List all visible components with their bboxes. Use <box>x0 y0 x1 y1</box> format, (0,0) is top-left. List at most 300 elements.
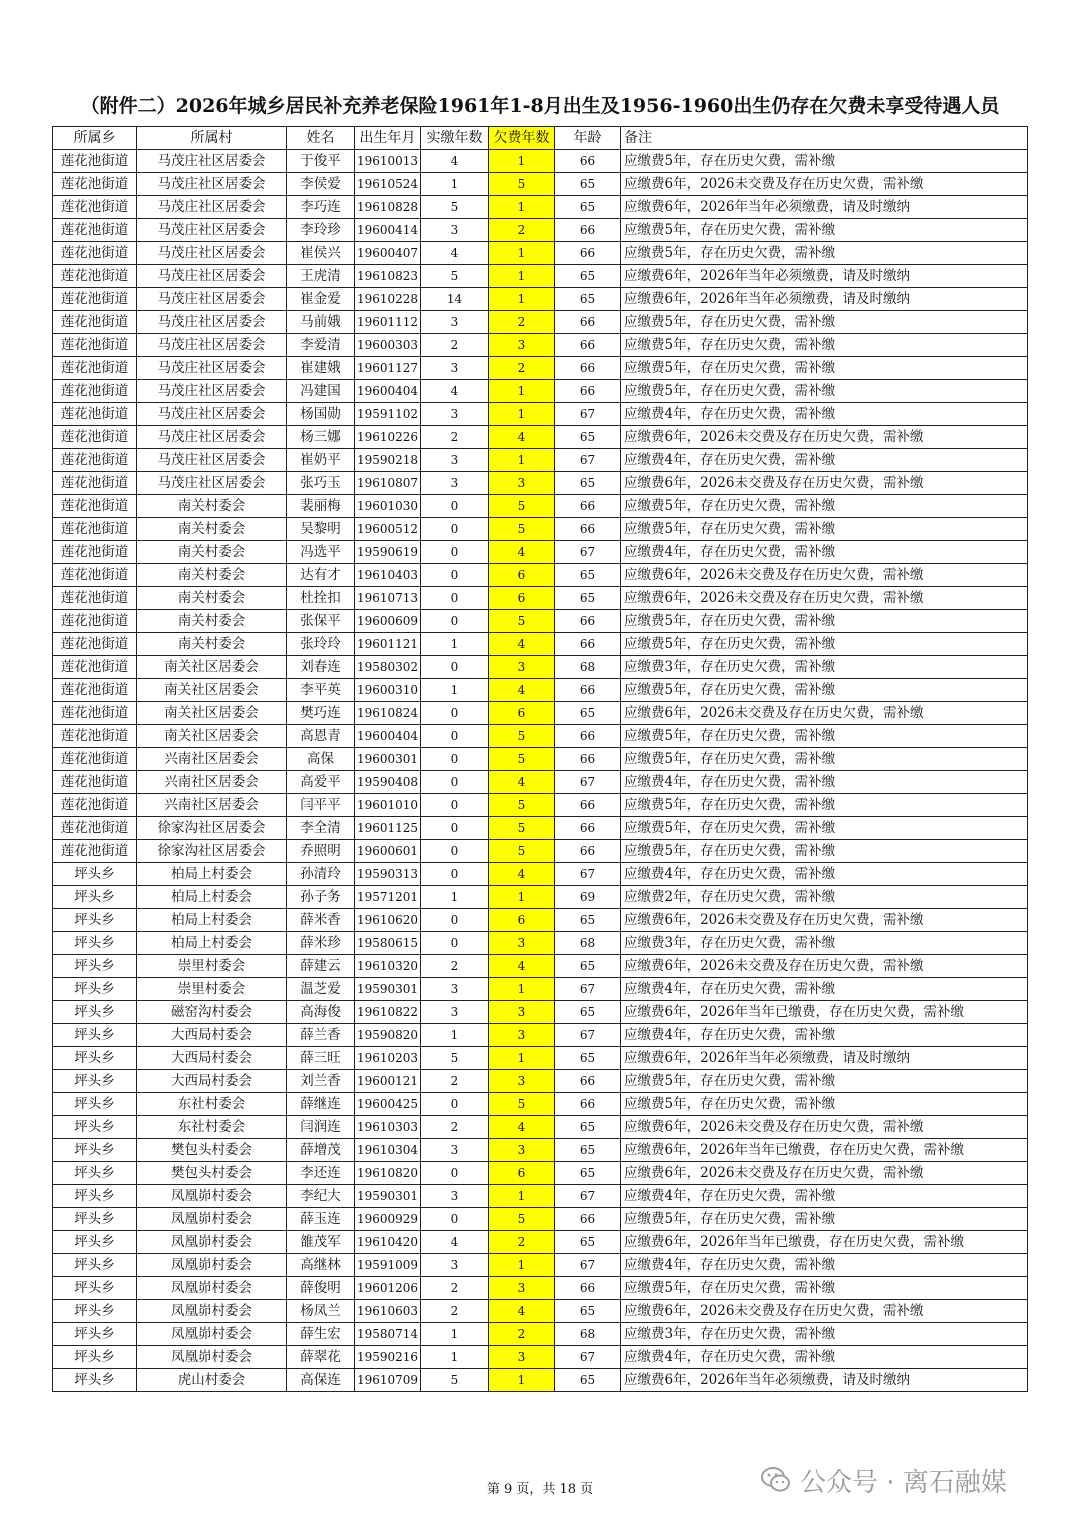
cell-birth: 19600404 <box>355 380 421 403</box>
table-row <box>53 1093 1028 1116</box>
cell-birth: 19601206 <box>355 1277 421 1300</box>
cell-birth: 19610620 <box>355 909 421 932</box>
cell-birth: 19610403 <box>355 564 421 587</box>
cell-owed-years: 2 <box>489 1323 555 1346</box>
cell-remark: 应缴费6年，2026未交费及存在历史欠费，需补缴 <box>621 472 1028 495</box>
cell-paid-years: 0 <box>421 840 489 863</box>
cell-birth: 19610303 <box>355 1116 421 1139</box>
cell-birth: 19580714 <box>355 1323 421 1346</box>
cell-birth: 19600414 <box>355 219 421 242</box>
table-row <box>53 518 1028 541</box>
cell-name: 冯建国 <box>287 380 355 403</box>
cell-remark: 应缴费5年，存在历史欠费，需补缴 <box>621 679 1028 702</box>
cell-birth: 19610304 <box>355 1139 421 1162</box>
cell-birth: 19600121 <box>355 1070 421 1093</box>
table-row <box>53 564 1028 587</box>
table-row <box>53 1277 1028 1300</box>
cell-remark: 应缴费6年，2026未交费及存在历史欠费，需补缴 <box>621 909 1028 932</box>
cell-village: 南关社区居委会 <box>137 725 287 748</box>
cell-owed-years: 6 <box>489 702 555 725</box>
table-row <box>53 1070 1028 1093</box>
cell-remark: 应缴费6年，2026年当年已缴费，存在历史欠费，需补缴 <box>621 1139 1028 1162</box>
cell-township: 坪头乡 <box>53 886 137 909</box>
table-row <box>53 1139 1028 1162</box>
cell-owed-years: 5 <box>489 1208 555 1231</box>
cell-township: 坪头乡 <box>53 978 137 1001</box>
cell-township: 莲花池街道 <box>53 380 137 403</box>
cell-age: 66 <box>555 242 621 265</box>
table-row <box>53 472 1028 495</box>
cell-name: 裴丽梅 <box>287 495 355 518</box>
cell-village: 南关村委会 <box>137 633 287 656</box>
cell-township: 莲花池街道 <box>53 518 137 541</box>
cell-village: 南关社区居委会 <box>137 702 287 725</box>
cell-paid-years: 0 <box>421 932 489 955</box>
wechat-icon <box>760 1464 792 1496</box>
cell-owed-years: 5 <box>489 794 555 817</box>
cell-remark: 应缴费6年，2026年当年必须缴费，请及时缴纳 <box>621 288 1028 311</box>
cell-birth: 19601030 <box>355 495 421 518</box>
table-row <box>53 541 1028 564</box>
cell-name: 孙清玲 <box>287 863 355 886</box>
table-row <box>53 909 1028 932</box>
cell-owed-years: 1 <box>489 265 555 288</box>
cell-birth: 19590218 <box>355 449 421 472</box>
cell-township: 坪头乡 <box>53 863 137 886</box>
cell-remark: 应缴费6年，2026未交费及存在历史欠费，需补缴 <box>621 587 1028 610</box>
page-footer: 第 9 页，共 18 页 <box>486 1482 594 1497</box>
cell-age: 65 <box>555 1369 621 1392</box>
cell-name: 高海俊 <box>287 1001 355 1024</box>
cell-village: 马茂庄社区居委会 <box>137 357 287 380</box>
cell-township: 坪头乡 <box>53 1116 137 1139</box>
cell-name: 王虎清 <box>287 265 355 288</box>
cell-owed-years: 4 <box>489 633 555 656</box>
cell-birth: 19610807 <box>355 472 421 495</box>
cell-paid-years: 4 <box>421 242 489 265</box>
cell-village: 南关村委会 <box>137 541 287 564</box>
cell-name: 冯选平 <box>287 541 355 564</box>
cell-age: 65 <box>555 1139 621 1162</box>
cell-village: 马茂庄社区居委会 <box>137 472 287 495</box>
cell-paid-years: 0 <box>421 495 489 518</box>
cell-remark: 应缴费5年，存在历史欠费，需补缴 <box>621 518 1028 541</box>
cell-remark: 应缴费5年，存在历史欠费，需补缴 <box>621 311 1028 334</box>
cell-age: 65 <box>555 265 621 288</box>
cell-village: 南关村委会 <box>137 587 287 610</box>
cell-paid-years: 1 <box>421 1323 489 1346</box>
cell-paid-years: 2 <box>421 955 489 978</box>
cell-age: 66 <box>555 1208 621 1231</box>
col-header-birth: 出生年月 <box>355 127 421 150</box>
cell-township: 莲花池街道 <box>53 679 137 702</box>
cell-birth: 19610820 <box>355 1162 421 1185</box>
cell-birth: 19590408 <box>355 771 421 794</box>
cell-remark: 应缴费6年，2026未交费及存在历史欠费，需补缴 <box>621 955 1028 978</box>
cell-owed-years: 1 <box>489 1254 555 1277</box>
cell-age: 65 <box>555 426 621 449</box>
cell-paid-years: 5 <box>421 196 489 219</box>
cell-owed-years: 3 <box>489 1001 555 1024</box>
cell-age: 67 <box>555 1185 621 1208</box>
cell-age: 66 <box>555 380 621 403</box>
watermark <box>760 1460 1007 1500</box>
cell-name: 孙子务 <box>287 886 355 909</box>
cell-birth: 19610823 <box>355 265 421 288</box>
cell-remark: 应缴费5年，存在历史欠费，需补缴 <box>621 219 1028 242</box>
cell-paid-years: 3 <box>421 403 489 426</box>
cell-village: 凤凰峁村委会 <box>137 1185 287 1208</box>
cell-paid-years: 0 <box>421 725 489 748</box>
cell-township: 莲花池街道 <box>53 633 137 656</box>
cell-remark: 应缴费5年，存在历史欠费，需补缴 <box>621 725 1028 748</box>
cell-village: 凤凰峁村委会 <box>137 1231 287 1254</box>
cell-paid-years: 2 <box>421 426 489 449</box>
cell-birth: 19601127 <box>355 357 421 380</box>
document-title: （附件二）2026年城乡居民补充养老保险1961年1-8月出生及1956-1960出生仍存在欠费未享受待遇人员 <box>80 95 1000 117</box>
cell-remark: 应缴费5年，存在历史欠费，需补缴 <box>621 1208 1028 1231</box>
cell-township: 莲花池街道 <box>53 587 137 610</box>
cell-age: 65 <box>555 564 621 587</box>
cell-age: 67 <box>555 449 621 472</box>
table-row <box>53 932 1028 955</box>
cell-age: 65 <box>555 1116 621 1139</box>
cell-remark: 应缴费6年，2026未交费及存在历史欠费，需补缴 <box>621 702 1028 725</box>
cell-name: 薛增茂 <box>287 1139 355 1162</box>
cell-paid-years: 0 <box>421 518 489 541</box>
cell-paid-years: 5 <box>421 1047 489 1070</box>
cell-name: 高保连 <box>287 1369 355 1392</box>
table-row <box>53 633 1028 656</box>
cell-birth: 19591102 <box>355 403 421 426</box>
cell-birth: 19580302 <box>355 656 421 679</box>
cell-name: 薛玉连 <box>287 1208 355 1231</box>
table-row <box>53 817 1028 840</box>
cell-age: 67 <box>555 403 621 426</box>
cell-township: 坪头乡 <box>53 955 137 978</box>
cell-age: 66 <box>555 334 621 357</box>
cell-township: 坪头乡 <box>53 1024 137 1047</box>
cell-owed-years: 1 <box>489 886 555 909</box>
col-header-village: 所属村 <box>137 127 287 150</box>
table-row <box>53 311 1028 334</box>
table-row <box>53 150 1028 173</box>
cell-birth: 19601112 <box>355 311 421 334</box>
table-row <box>53 1162 1028 1185</box>
cell-paid-years: 0 <box>421 587 489 610</box>
table-row <box>53 863 1028 886</box>
cell-birth: 19590216 <box>355 1346 421 1369</box>
cell-age: 65 <box>555 1231 621 1254</box>
cell-remark: 应缴费5年，存在历史欠费，需补缴 <box>621 150 1028 173</box>
cell-remark: 应缴费6年，2026年当年已缴费，存在历史欠费，需补缴 <box>621 1231 1028 1254</box>
cell-age: 66 <box>555 725 621 748</box>
cell-age: 67 <box>555 863 621 886</box>
cell-township: 莲花池街道 <box>53 334 137 357</box>
cell-owed-years: 4 <box>489 955 555 978</box>
cell-paid-years: 3 <box>421 219 489 242</box>
cell-owed-years: 3 <box>489 1139 555 1162</box>
table-row <box>53 1346 1028 1369</box>
cell-name: 崔奶平 <box>287 449 355 472</box>
cell-name: 薛翠花 <box>287 1346 355 1369</box>
cell-owed-years: 5 <box>489 610 555 633</box>
cell-village: 南关村委会 <box>137 518 287 541</box>
cell-village: 马茂庄社区居委会 <box>137 219 287 242</box>
cell-paid-years: 3 <box>421 1185 489 1208</box>
col-header-age: 年龄 <box>555 127 621 150</box>
cell-name: 张玲玲 <box>287 633 355 656</box>
cell-owed-years: 4 <box>489 1116 555 1139</box>
cell-age: 67 <box>555 978 621 1001</box>
cell-age: 65 <box>555 702 621 725</box>
cell-remark: 应缴费6年，2026年当年必须缴费，请及时缴纳 <box>621 1369 1028 1392</box>
cell-owed-years: 4 <box>489 541 555 564</box>
cell-name: 杨凤兰 <box>287 1300 355 1323</box>
cell-paid-years: 0 <box>421 794 489 817</box>
table-row <box>53 748 1028 771</box>
cell-remark: 应缴费4年，存在历史欠费，需补缴 <box>621 1024 1028 1047</box>
col-header-name: 姓名 <box>287 127 355 150</box>
cell-name: 张巧玉 <box>287 472 355 495</box>
table-row <box>53 610 1028 633</box>
cell-owed-years: 1 <box>489 288 555 311</box>
cell-owed-years: 4 <box>489 679 555 702</box>
cell-owed-years: 1 <box>489 242 555 265</box>
cell-township: 坪头乡 <box>53 1346 137 1369</box>
cell-name: 高爱平 <box>287 771 355 794</box>
cell-township: 坪头乡 <box>53 1162 137 1185</box>
cell-township: 莲花池街道 <box>53 288 137 311</box>
cell-name: 张保平 <box>287 610 355 633</box>
cell-age: 67 <box>555 1346 621 1369</box>
cell-owed-years: 3 <box>489 334 555 357</box>
cell-village: 柏局上村委会 <box>137 932 287 955</box>
cell-village: 马茂庄社区居委会 <box>137 150 287 173</box>
table-row <box>53 265 1028 288</box>
cell-name: 崔建娥 <box>287 357 355 380</box>
table-header-row <box>53 127 1028 150</box>
cell-paid-years: 0 <box>421 1208 489 1231</box>
cell-village: 马茂庄社区居委会 <box>137 426 287 449</box>
cell-paid-years: 3 <box>421 311 489 334</box>
cell-owed-years: 5 <box>489 840 555 863</box>
cell-remark: 应缴费5年，存在历史欠费，需补缴 <box>621 242 1028 265</box>
table-row <box>53 656 1028 679</box>
cell-owed-years: 3 <box>489 1346 555 1369</box>
cell-township: 坪头乡 <box>53 932 137 955</box>
cell-remark: 应缴费6年，2026未交费及存在历史欠费，需补缴 <box>621 1300 1028 1323</box>
table-body <box>53 150 1028 1392</box>
cell-birth: 19600404 <box>355 725 421 748</box>
cell-village: 柏局上村委会 <box>137 863 287 886</box>
cell-township: 坪头乡 <box>53 1185 137 1208</box>
cell-name: 薛继连 <box>287 1093 355 1116</box>
cell-paid-years: 0 <box>421 863 489 886</box>
cell-age: 65 <box>555 1001 621 1024</box>
cell-birth: 19600929 <box>355 1208 421 1231</box>
cell-village: 柏局上村委会 <box>137 909 287 932</box>
cell-village: 马茂庄社区居委会 <box>137 288 287 311</box>
cell-owed-years: 1 <box>489 978 555 1001</box>
cell-village: 兴南社区居委会 <box>137 748 287 771</box>
cell-name: 薛米香 <box>287 909 355 932</box>
cell-township: 坪头乡 <box>53 1208 137 1231</box>
cell-township: 坪头乡 <box>53 1047 137 1070</box>
cell-village: 兴南社区居委会 <box>137 794 287 817</box>
cell-owed-years: 6 <box>489 587 555 610</box>
cell-owed-years: 6 <box>489 1162 555 1185</box>
cell-village: 南关村委会 <box>137 610 287 633</box>
cell-name: 崔侯兴 <box>287 242 355 265</box>
cell-age: 66 <box>555 748 621 771</box>
cell-owed-years: 1 <box>489 1369 555 1392</box>
cell-birth: 19610228 <box>355 288 421 311</box>
cell-remark: 应缴费5年，存在历史欠费，需补缴 <box>621 817 1028 840</box>
cell-township: 莲花池街道 <box>53 196 137 219</box>
cell-owed-years: 6 <box>489 564 555 587</box>
cell-village: 柏局上村委会 <box>137 886 287 909</box>
cell-age: 66 <box>555 633 621 656</box>
cell-paid-years: 0 <box>421 817 489 840</box>
cell-name: 杨三娜 <box>287 426 355 449</box>
cell-owed-years: 5 <box>489 817 555 840</box>
cell-owed-years: 5 <box>489 748 555 771</box>
cell-age: 66 <box>555 219 621 242</box>
cell-birth: 19600609 <box>355 610 421 633</box>
cell-age: 66 <box>555 817 621 840</box>
cell-township: 莲花池街道 <box>53 472 137 495</box>
cell-village: 凤凰峁村委会 <box>137 1346 287 1369</box>
table-row <box>53 1185 1028 1208</box>
cell-age: 65 <box>555 173 621 196</box>
cell-township: 坪头乡 <box>53 1300 137 1323</box>
cell-age: 65 <box>555 909 621 932</box>
cell-paid-years: 5 <box>421 1369 489 1392</box>
cell-owed-years: 2 <box>489 1231 555 1254</box>
cell-township: 坪头乡 <box>53 1231 137 1254</box>
cell-age: 66 <box>555 357 621 380</box>
cell-remark: 应缴费5年，存在历史欠费，需补缴 <box>621 840 1028 863</box>
cell-village: 马茂庄社区居委会 <box>137 334 287 357</box>
table-row <box>53 886 1028 909</box>
cell-remark: 应缴费5年，存在历史欠费，需补缴 <box>621 1093 1028 1116</box>
cell-village: 徐家沟社区居委会 <box>137 817 287 840</box>
cell-paid-years: 0 <box>421 909 489 932</box>
cell-village: 凤凰峁村委会 <box>137 1254 287 1277</box>
cell-owed-years: 1 <box>489 449 555 472</box>
cell-name: 李玲珍 <box>287 219 355 242</box>
cell-birth: 19590313 <box>355 863 421 886</box>
cell-name: 杨国勋 <box>287 403 355 426</box>
cell-remark: 应缴费4年，存在历史欠费，需补缴 <box>621 403 1028 426</box>
cell-township: 坪头乡 <box>53 1323 137 1346</box>
cell-owed-years: 2 <box>489 311 555 334</box>
cell-remark: 应缴费5年，存在历史欠费，需补缴 <box>621 633 1028 656</box>
table-row <box>53 449 1028 472</box>
cell-remark: 应缴费5年，存在历史欠费，需补缴 <box>621 1277 1028 1300</box>
cell-name: 李纪大 <box>287 1185 355 1208</box>
cell-age: 65 <box>555 587 621 610</box>
cell-township: 莲花池街道 <box>53 219 137 242</box>
cell-age: 65 <box>555 472 621 495</box>
cell-owed-years: 1 <box>489 380 555 403</box>
cell-remark: 应缴费4年，存在历史欠费，需补缴 <box>621 978 1028 1001</box>
cell-paid-years: 0 <box>421 748 489 771</box>
cell-birth: 19590301 <box>355 1185 421 1208</box>
cell-village: 马茂庄社区居委会 <box>137 380 287 403</box>
cell-township: 坪头乡 <box>53 909 137 932</box>
cell-age: 66 <box>555 1070 621 1093</box>
cell-village: 马茂庄社区居委会 <box>137 196 287 219</box>
table-row <box>53 1300 1028 1323</box>
cell-township: 莲花池街道 <box>53 265 137 288</box>
cell-paid-years: 0 <box>421 1162 489 1185</box>
cell-age: 68 <box>555 932 621 955</box>
cell-paid-years: 5 <box>421 265 489 288</box>
cell-name: 刘兰香 <box>287 1070 355 1093</box>
cell-birth: 19571201 <box>355 886 421 909</box>
cell-township: 莲花池街道 <box>53 173 137 196</box>
cell-name: 李巧连 <box>287 196 355 219</box>
cell-age: 65 <box>555 1300 621 1323</box>
cell-paid-years: 2 <box>421 1300 489 1323</box>
cell-owed-years: 4 <box>489 1300 555 1323</box>
cell-village: 凤凰峁村委会 <box>137 1323 287 1346</box>
cell-paid-years: 3 <box>421 357 489 380</box>
cell-birth: 19610824 <box>355 702 421 725</box>
cell-birth: 19590820 <box>355 1024 421 1047</box>
cell-remark: 应缴费4年，存在历史欠费，需补缴 <box>621 1185 1028 1208</box>
table-row <box>53 955 1028 978</box>
cell-paid-years: 3 <box>421 1139 489 1162</box>
cell-owed-years: 1 <box>489 196 555 219</box>
cell-remark: 应缴费4年，存在历史欠费，需补缴 <box>621 1346 1028 1369</box>
cell-birth: 19600310 <box>355 679 421 702</box>
cell-township: 莲花池街道 <box>53 748 137 771</box>
cell-name: 高恩青 <box>287 725 355 748</box>
cell-township: 坪头乡 <box>53 1369 137 1392</box>
cell-name: 刘春连 <box>287 656 355 679</box>
cell-owed-years: 1 <box>489 403 555 426</box>
cell-age: 65 <box>555 1047 621 1070</box>
table-row <box>53 426 1028 449</box>
cell-township: 坪头乡 <box>53 1093 137 1116</box>
cell-owed-years: 4 <box>489 771 555 794</box>
cell-remark: 应缴费4年，存在历史欠费，需补缴 <box>621 863 1028 886</box>
cell-village: 崇里村委会 <box>137 978 287 1001</box>
cell-village: 南关社区居委会 <box>137 679 287 702</box>
cell-owed-years: 3 <box>489 472 555 495</box>
table-row <box>53 794 1028 817</box>
cell-name: 崔金爱 <box>287 288 355 311</box>
cell-village: 东社村委会 <box>137 1093 287 1116</box>
cell-owed-years: 4 <box>489 426 555 449</box>
table-row <box>53 1369 1028 1392</box>
cell-birth: 19610709 <box>355 1369 421 1392</box>
cell-remark: 应缴费6年，2026年当年已缴费，存在历史欠费，需补缴 <box>621 1001 1028 1024</box>
cell-age: 65 <box>555 1162 621 1185</box>
cell-name: 马前娥 <box>287 311 355 334</box>
cell-age: 66 <box>555 1093 621 1116</box>
cell-age: 66 <box>555 840 621 863</box>
cell-age: 65 <box>555 196 621 219</box>
cell-owed-years: 5 <box>489 725 555 748</box>
cell-remark: 应缴费6年，2026年当年必须缴费，请及时缴纳 <box>621 265 1028 288</box>
cell-township: 莲花池街道 <box>53 564 137 587</box>
cell-birth: 19600512 <box>355 518 421 541</box>
cell-owed-years: 3 <box>489 932 555 955</box>
